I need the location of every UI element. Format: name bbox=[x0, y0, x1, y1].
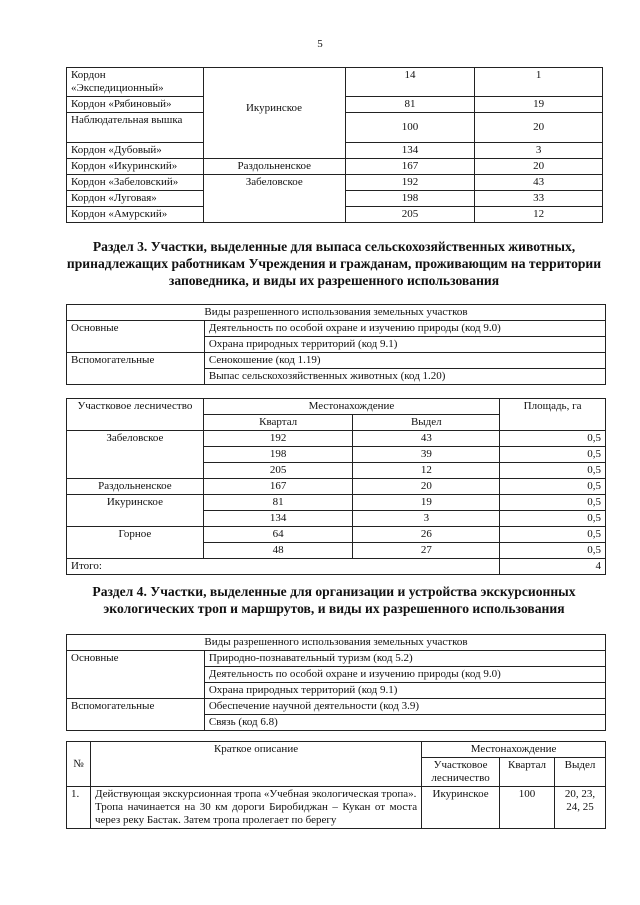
section-cell: 19 bbox=[353, 495, 500, 511]
quarter-cell: 48 bbox=[203, 543, 353, 559]
main-label: Основные bbox=[67, 321, 205, 353]
s3-uses-table bbox=[66, 304, 606, 385]
section-cell: 3 bbox=[353, 511, 500, 527]
s4-trails-table bbox=[66, 741, 606, 829]
table-row bbox=[67, 479, 606, 495]
total-value: 4 bbox=[500, 559, 606, 575]
uses-header: Виды разрешенного использования земельных участков bbox=[67, 305, 606, 321]
forestry-cell: Горное bbox=[67, 527, 204, 559]
aux-label: Вспомогательные bbox=[67, 353, 205, 385]
use-item: Деятельность по особой охране и изучению природы (код 9.0) bbox=[204, 321, 605, 337]
area-cell: 0,5 bbox=[500, 543, 606, 559]
use-item: Охрана природных территорий (код 9.1) bbox=[204, 683, 605, 699]
aux-label: Вспомогательные bbox=[67, 699, 205, 731]
cordon-name: Кордон «Икуринский» bbox=[67, 159, 204, 175]
trail-description bbox=[90, 787, 421, 829]
quarter-cell: 167 bbox=[345, 159, 475, 175]
section-cell: 12 bbox=[353, 463, 500, 479]
quarter-cell: 81 bbox=[345, 97, 475, 113]
s4-uses-table bbox=[66, 634, 606, 731]
header-section: Выдел bbox=[353, 415, 500, 431]
quarter-cell: 14 bbox=[345, 68, 475, 97]
section-cell: 33 bbox=[475, 191, 603, 207]
use-item: Выпас сельскохозяйственных животных (код 1.20) bbox=[204, 369, 605, 385]
total-row bbox=[67, 559, 606, 575]
quarter-cell: 198 bbox=[345, 191, 475, 207]
table-row bbox=[67, 787, 606, 829]
table-row bbox=[67, 527, 606, 543]
use-item: Охрана природных территорий (код 9.1) bbox=[204, 337, 605, 353]
section-cell: 27 bbox=[353, 543, 500, 559]
cordon-name: Кордон «Экспедиционный» bbox=[67, 68, 204, 97]
quarter-cell: 205 bbox=[203, 463, 353, 479]
quarter-cell: 198 bbox=[203, 447, 353, 463]
section-cell: 20 bbox=[353, 479, 500, 495]
quarter-cell: 192 bbox=[203, 431, 353, 447]
page-number: 5 bbox=[317, 38, 323, 50]
forestry-cell: Икуринское bbox=[67, 495, 204, 527]
table-row bbox=[67, 159, 603, 175]
header-quarter: Квартал bbox=[203, 415, 353, 431]
trail-description-line: Тропа начинается на 30 км дороги Биробиджан – Кукан от моста через реку Бастак. Затем тропа пролегает по берегу bbox=[94, 801, 418, 826]
section-cell: 39 bbox=[353, 447, 500, 463]
s3-plots-table bbox=[66, 398, 606, 575]
section-cell: 43 bbox=[475, 175, 603, 191]
section-cell: 3 bbox=[475, 143, 603, 159]
quarter-cell: 167 bbox=[203, 479, 353, 495]
row-number: 1. bbox=[67, 787, 91, 829]
use-item: Обеспечение научной деятельности (код 3.9) bbox=[204, 699, 605, 715]
forestry-cell: Икуринское bbox=[422, 787, 500, 829]
trail-description-line: Действующая экскурсионная тропа «Учебная экологическая тропа». bbox=[94, 788, 417, 800]
section-cell: 19 bbox=[475, 97, 603, 113]
uses-header: Виды разрешенного использования земельных участков bbox=[67, 635, 606, 651]
header-location: Местонахождение bbox=[422, 742, 606, 758]
section-3-title: Раздел 3. Участки, выделенные для выпаса сельскохозяйственных животных, принадлежащих работникам Учреждения и гражданам, проживающим на территории заповедника, и виды их разрешенного использования bbox=[66, 239, 602, 288]
area-cell: 0,5 bbox=[500, 479, 606, 495]
use-item: Сенокошение (код 1.19) bbox=[204, 353, 605, 369]
table-row bbox=[67, 68, 603, 97]
header-description: Краткое описание bbox=[90, 742, 421, 787]
section-cell: 12 bbox=[475, 207, 603, 223]
table-row bbox=[67, 495, 606, 511]
area-cell: 0,5 bbox=[500, 495, 606, 511]
area-cell: 0,5 bbox=[500, 511, 606, 527]
use-item: Природно-познавательный туризм (код 5.2) bbox=[204, 651, 605, 667]
section-cell: 20 bbox=[475, 159, 603, 175]
total-label: Итого: bbox=[67, 559, 500, 575]
table-row bbox=[67, 431, 606, 447]
quarter-cell: 100 bbox=[500, 787, 555, 829]
section-cell: 43 bbox=[353, 431, 500, 447]
use-item: Деятельность по особой охране и изучению природы (код 9.0) bbox=[204, 667, 605, 683]
header-quarter: Квартал bbox=[500, 758, 555, 787]
section-4-title: Раздел 4. Участки, выделенные для организации и устройства экскурсионных экологических троп и маршрутов, и виды их разрешенного использования bbox=[92, 584, 576, 616]
cordon-name: Кордон «Дубовый» bbox=[67, 143, 204, 159]
quarter-cell: 134 bbox=[203, 511, 353, 527]
use-item: Связь (код 6.8) bbox=[204, 715, 605, 731]
cordon-name: Кордон «Рябиновый» bbox=[67, 97, 204, 113]
quarter-cell: 81 bbox=[203, 495, 353, 511]
forestry-cell: Раздольненское bbox=[203, 159, 345, 175]
header-location: Местонахождение bbox=[203, 399, 499, 415]
quarter-cell: 134 bbox=[345, 143, 475, 159]
forestry-cell: Забеловское bbox=[67, 431, 204, 479]
section-cell: 1 bbox=[475, 68, 603, 97]
main-label: Основные bbox=[67, 651, 205, 699]
header-forestry: Участковое лесничество bbox=[67, 399, 204, 431]
cordon-name: Кордон «Амурский» bbox=[67, 207, 204, 223]
cordon-name: Кордон «Луговая» bbox=[67, 191, 204, 207]
header-section: Выдел bbox=[555, 758, 606, 787]
quarter-cell: 192 bbox=[345, 175, 475, 191]
area-cell: 0,5 bbox=[500, 463, 606, 479]
area-cell: 0,5 bbox=[500, 527, 606, 543]
area-cell: 0,5 bbox=[500, 447, 606, 463]
forestry-cell: Забеловское bbox=[203, 175, 345, 223]
header-forestry: Участковое лесничество bbox=[422, 758, 500, 787]
area-cell: 0,5 bbox=[500, 431, 606, 447]
header-number: № bbox=[67, 742, 91, 787]
cordon-name: Наблюдательная вышка bbox=[67, 113, 204, 143]
quarter-cell: 205 bbox=[345, 207, 475, 223]
section-cell: 20, 23, 24, 25 bbox=[555, 787, 606, 829]
quarter-cell: 64 bbox=[203, 527, 353, 543]
quarter-cell: 100 bbox=[345, 113, 475, 143]
section-cell: 20 bbox=[475, 113, 603, 143]
cordons-table bbox=[66, 67, 603, 223]
forestry-cell: Раздольненское bbox=[67, 479, 204, 495]
forestry-label-ikurinskoe: Икуринское bbox=[245, 102, 303, 114]
table-row bbox=[67, 175, 603, 191]
cordon-name: Кордон «Забеловский» bbox=[67, 175, 204, 191]
section-cell: 26 bbox=[353, 527, 500, 543]
header-area: Площадь, га bbox=[500, 399, 606, 431]
